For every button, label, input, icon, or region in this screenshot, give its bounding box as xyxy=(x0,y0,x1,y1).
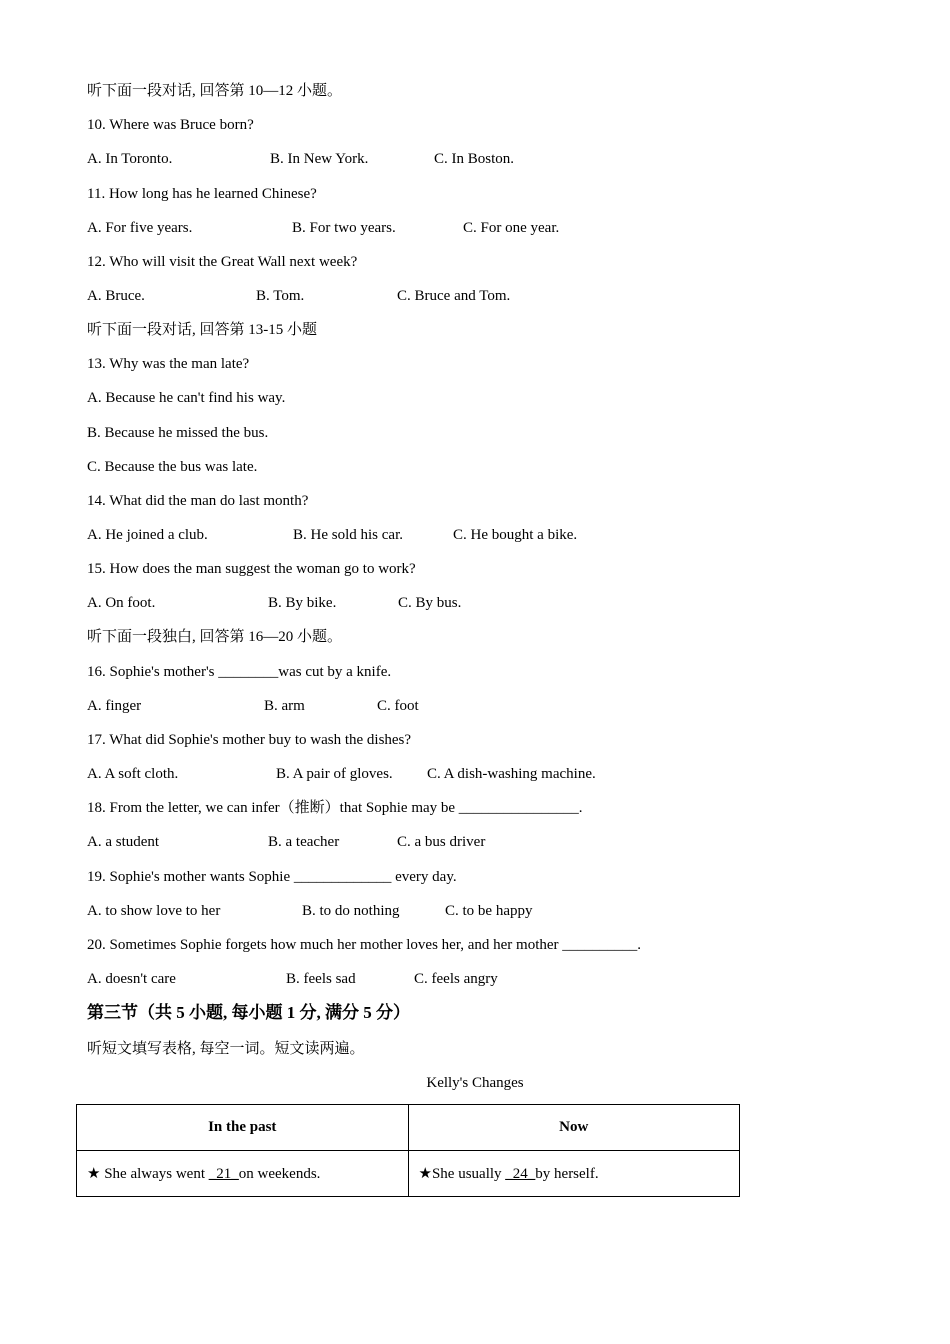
section-3-heading: 第三节（共 5 小题, 每小题 1 分, 满分 5 分） xyxy=(87,1003,410,1022)
section-3-instruction: 听短文填写表格, 每空一词。短文读两遍。 xyxy=(87,1041,365,1057)
q12-option-a: A. Bruce. xyxy=(87,288,145,304)
cell-now-1-prefix: ★She usually xyxy=(418,1166,506,1182)
kellys-changes-table xyxy=(76,1104,740,1197)
section-intro-13-15: 听下面一段对话, 回答第 13-15 小题 xyxy=(87,322,317,338)
question-17: 17. What did Sophie's mother buy to wash the dishes? xyxy=(87,732,412,748)
q11-option-b: B. For two years. xyxy=(292,220,396,236)
question-20: 20. Sometimes Sophie forgets how much her mother loves her, and her mother __________. xyxy=(87,937,642,953)
table-title: Kelly's Changes xyxy=(426,1075,524,1091)
header-in-the-past: In the past xyxy=(77,1105,409,1151)
q13-option-b: B. Because he missed the bus. xyxy=(87,425,269,441)
q19-option-a: A. to show love to her xyxy=(87,903,221,919)
section-intro-16-20: 听下面一段独白, 回答第 16—20 小题。 xyxy=(87,629,343,645)
blank-21: _21_ xyxy=(208,1166,239,1182)
question-18: 18. From the letter, we can infer（推断）that Sophie may be ________________. xyxy=(87,800,583,816)
q18-option-a: A. a student xyxy=(87,834,160,850)
q19-option-c: C. to be happy xyxy=(445,903,533,919)
q17-option-c: C. A dish-washing machine. xyxy=(427,766,596,782)
q17-option-a: A. A soft cloth. xyxy=(87,766,179,782)
q16-option-a: A. finger xyxy=(87,698,142,714)
question-15: 15. How does the man suggest the woman go to work? xyxy=(87,561,416,577)
q15-option-c: C. By bus. xyxy=(398,595,462,611)
section-intro-10-12: 听下面一段对话, 回答第 10—12 小题。 xyxy=(87,83,343,99)
q16-option-c: C. foot xyxy=(377,698,419,714)
q17-option-b: B. A pair of gloves. xyxy=(276,766,393,782)
q14-option-b: B. He sold his car. xyxy=(293,527,403,543)
question-19: 19. Sophie's mother wants Sophie _____________ every day. xyxy=(87,869,457,885)
cell-now-1 xyxy=(408,1151,740,1197)
q12-option-b: B. Tom. xyxy=(256,288,305,304)
q20-option-a: A. doesn't care xyxy=(87,971,176,987)
q20-option-b: B. feels sad xyxy=(286,971,356,987)
question-14: 14. What did the man do last month? xyxy=(87,493,309,509)
question-16: 16. Sophie's mother's ________was cut by a knife. xyxy=(87,664,392,680)
q10-option-a: A. In Toronto. xyxy=(87,151,173,167)
q10-option-c: C. In Boston. xyxy=(434,151,515,167)
q18-option-b: B. a teacher xyxy=(268,834,340,850)
q15-option-b: B. By bike. xyxy=(268,595,337,611)
table-row xyxy=(77,1151,740,1197)
q11-option-c: C. For one year. xyxy=(463,220,560,236)
q20-option-c: C. feels angry xyxy=(414,971,498,987)
question-12: 12. Who will visit the Great Wall next week? xyxy=(87,254,358,270)
q10-option-b: B. In New York. xyxy=(270,151,369,167)
q11-option-a: A. For five years. xyxy=(87,220,193,236)
q19-option-b: B. to do nothing xyxy=(302,903,400,919)
q13-option-c: C. Because the bus was late. xyxy=(87,459,258,475)
q13-option-a: A. Because he can't find his way. xyxy=(87,390,286,406)
cell-past-1-prefix: ★ She always went xyxy=(87,1166,209,1182)
question-10: 10. Where was Bruce born? xyxy=(87,117,254,133)
question-13: 13. Why was the man late? xyxy=(87,356,250,372)
cell-now-1-suffix: by herself. xyxy=(535,1166,599,1182)
q16-option-b: B. arm xyxy=(264,698,305,714)
header-now: Now xyxy=(408,1105,740,1151)
q12-option-c: C. Bruce and Tom. xyxy=(397,288,511,304)
blank-24: _24_ xyxy=(505,1166,536,1182)
cell-past-1 xyxy=(77,1151,409,1197)
table-header-row xyxy=(77,1105,740,1151)
q15-option-a: A. On foot. xyxy=(87,595,156,611)
q14-option-c: C. He bought a bike. xyxy=(453,527,578,543)
q14-option-a: A. He joined a club. xyxy=(87,527,208,543)
q18-option-c: C. a bus driver xyxy=(397,834,486,850)
cell-past-1-suffix: on weekends. xyxy=(238,1166,321,1182)
question-11: 11. How long has he learned Chinese? xyxy=(87,186,317,202)
